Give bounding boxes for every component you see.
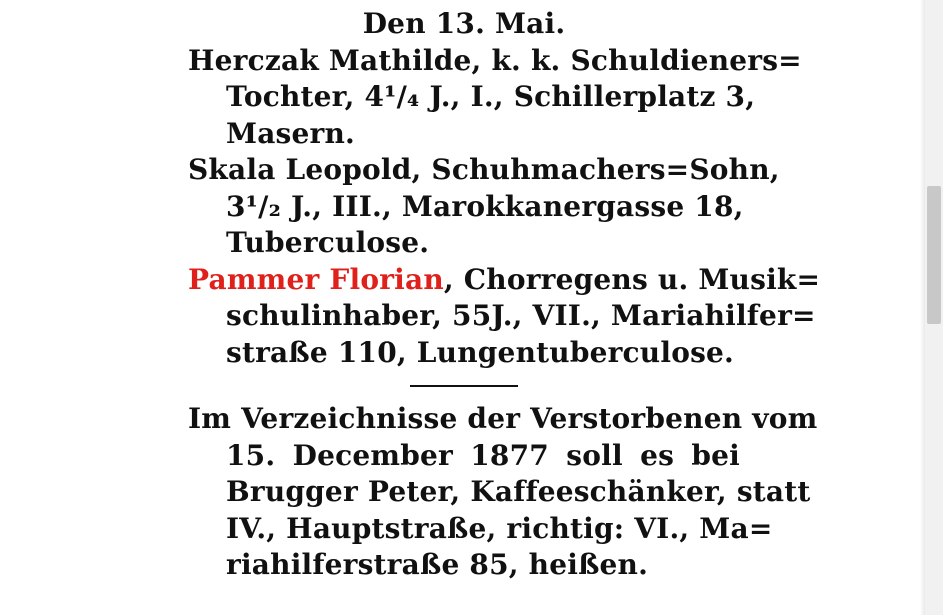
section-divider	[410, 385, 518, 387]
scrollbar-thumb[interactable]	[927, 186, 941, 324]
note-line: IV., Hauptstraße, richtig: VI., Ma=	[226, 511, 773, 545]
death-entry-herczak	[188, 43, 802, 153]
note-line: Brugger Peter, Kaffeeschänker, statt	[226, 475, 811, 508]
note-line: 15. December 1877 soll es bei	[226, 438, 740, 472]
entry-line: Tochter, 4¹/₄ J., I., Schillerplatz 3,	[226, 80, 756, 113]
entry-line: Herczak Mathilde, k. k. Schuldieners=	[188, 43, 802, 77]
note-line: riahilferstraße 85, heißen.	[226, 548, 649, 581]
note-line: Im Verzeichnisse der Verstorbenen vom	[188, 402, 818, 435]
entry-line-rest: , Chorregens u. Musik=	[443, 262, 821, 296]
document-text	[188, 6, 821, 584]
death-entry-pammer	[188, 262, 821, 372]
highlighted-name: Pammer Florian	[188, 262, 444, 296]
entry-line: straße 110, Lungentuberculose.	[226, 335, 735, 369]
date-heading: Den 13. Mai.	[362, 7, 566, 40]
death-entry-skala	[188, 152, 780, 262]
entry-line: schulinhaber, 55J., VII., Mariahilfer=	[226, 299, 816, 332]
entry-line: Tuberculose.	[226, 226, 430, 259]
vertical-scrollbar[interactable]	[925, 0, 943, 615]
entry-line: 3¹/₂ J., III., Marokkanergasse 18,	[226, 189, 744, 223]
entry-first-line	[188, 262, 821, 299]
correction-note	[188, 401, 818, 584]
entry-line: Masern.	[226, 116, 355, 150]
entry-line: Skala Leopold, Schuhmachers=Sohn,	[188, 153, 780, 186]
